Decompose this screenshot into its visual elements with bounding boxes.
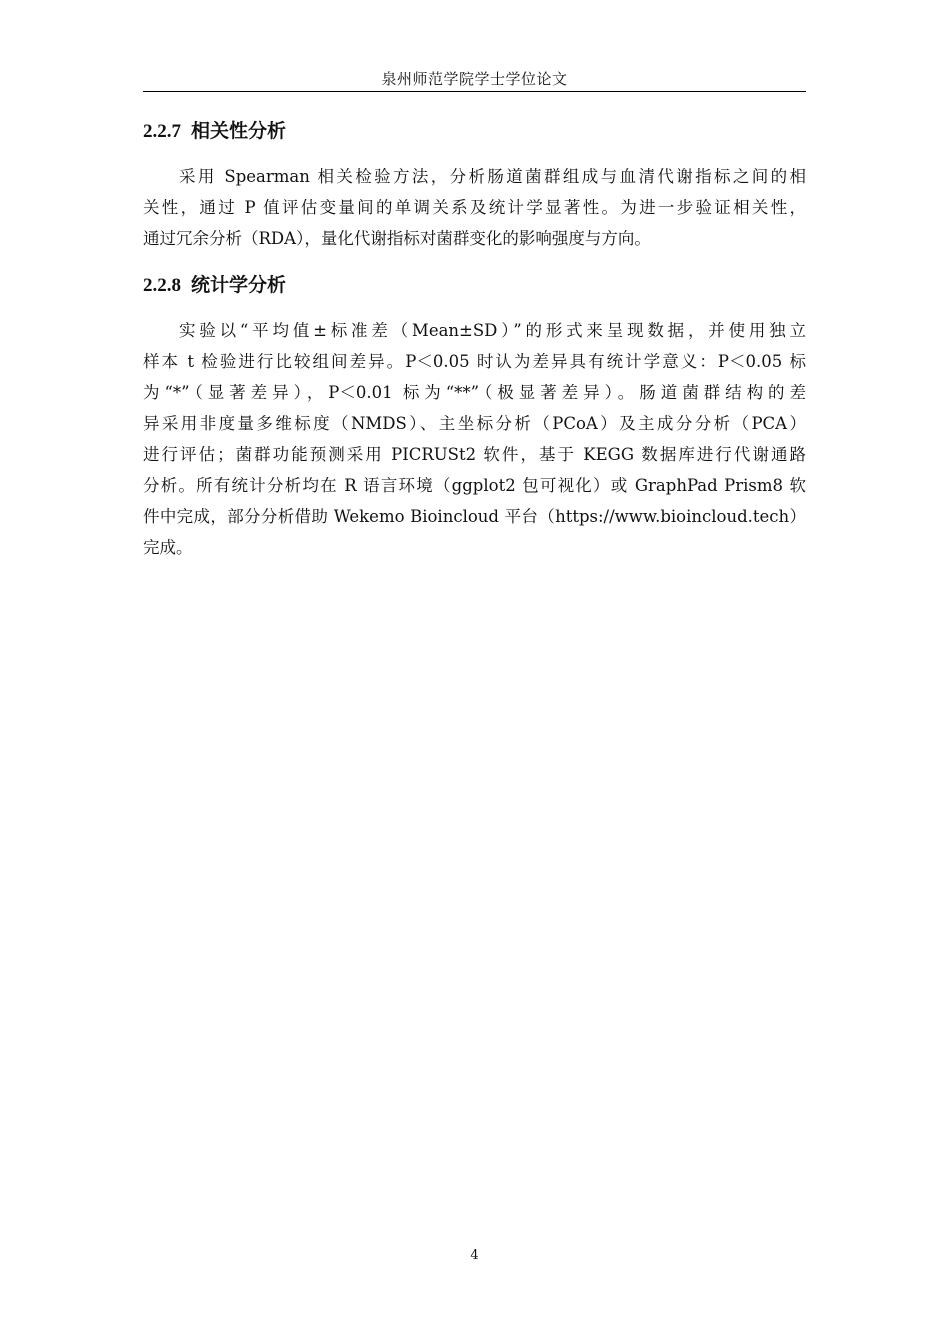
paragraph-line: 件中完成，部分分析借助 Wekemo Bioincloud 平台（https://www.bioincloud.tech）	[143, 507, 806, 526]
paragraph-line: 样本 t 检验进行比较组间差异。P＜0.05 时认为差异具有统计学意义：P＜0.05 标	[143, 352, 806, 371]
paragraph-line: 完成。	[143, 538, 193, 557]
section-number: 2.2.8	[143, 275, 181, 296]
running-header: 泉州师范学院学士学位论文	[381, 70, 568, 88]
section-title: 相关性分析	[191, 120, 287, 142]
paragraph-line: 通过冗余分析（RDA），量化代谢指标对菌群变化的影响强度与方向。	[143, 229, 651, 248]
page-number: 4	[470, 1248, 479, 1263]
header-rule	[143, 91, 806, 92]
paragraph-line: 关性，通过 P 值评估变量间的单调关系及统计学显著性。为进一步验证相关性，	[143, 198, 806, 217]
section-heading-correlation	[143, 118, 806, 145]
paragraph-line: 进行评估；菌群功能预测采用 PICRUSt2 软件，基于 KEGG 数据库进行代谢通路	[143, 445, 806, 464]
paragraph-line: 采用 Spearman 相关检验方法，分析肠道菌群组成与血清代谢指标之间的相	[179, 167, 806, 186]
paragraph-line: 分析。所有统计分析均在 R 语言环境（ggplot2 包可视化）或 GraphPad Prism8 软	[143, 476, 806, 495]
paragraph-correlation	[143, 161, 806, 254]
paragraph-line: 异采用非度量多维标度（NMDS）、主坐标分析（PCoA）及主成分分析（PCA）	[143, 414, 806, 433]
section-number: 2.2.7	[143, 121, 181, 142]
paragraph-line: 为“*”（显著差异），P＜0.01 标为“**”（极显著差异）。肠道菌群结构的差	[143, 383, 806, 402]
section-title: 统计学分析	[191, 274, 287, 296]
paragraph-line: 实验以“平均值±标准差（Mean±SD）”的形式来呈现数据，并使用独立	[179, 321, 806, 340]
section-heading-statistics	[143, 272, 806, 299]
paragraph-statistics	[143, 315, 806, 563]
